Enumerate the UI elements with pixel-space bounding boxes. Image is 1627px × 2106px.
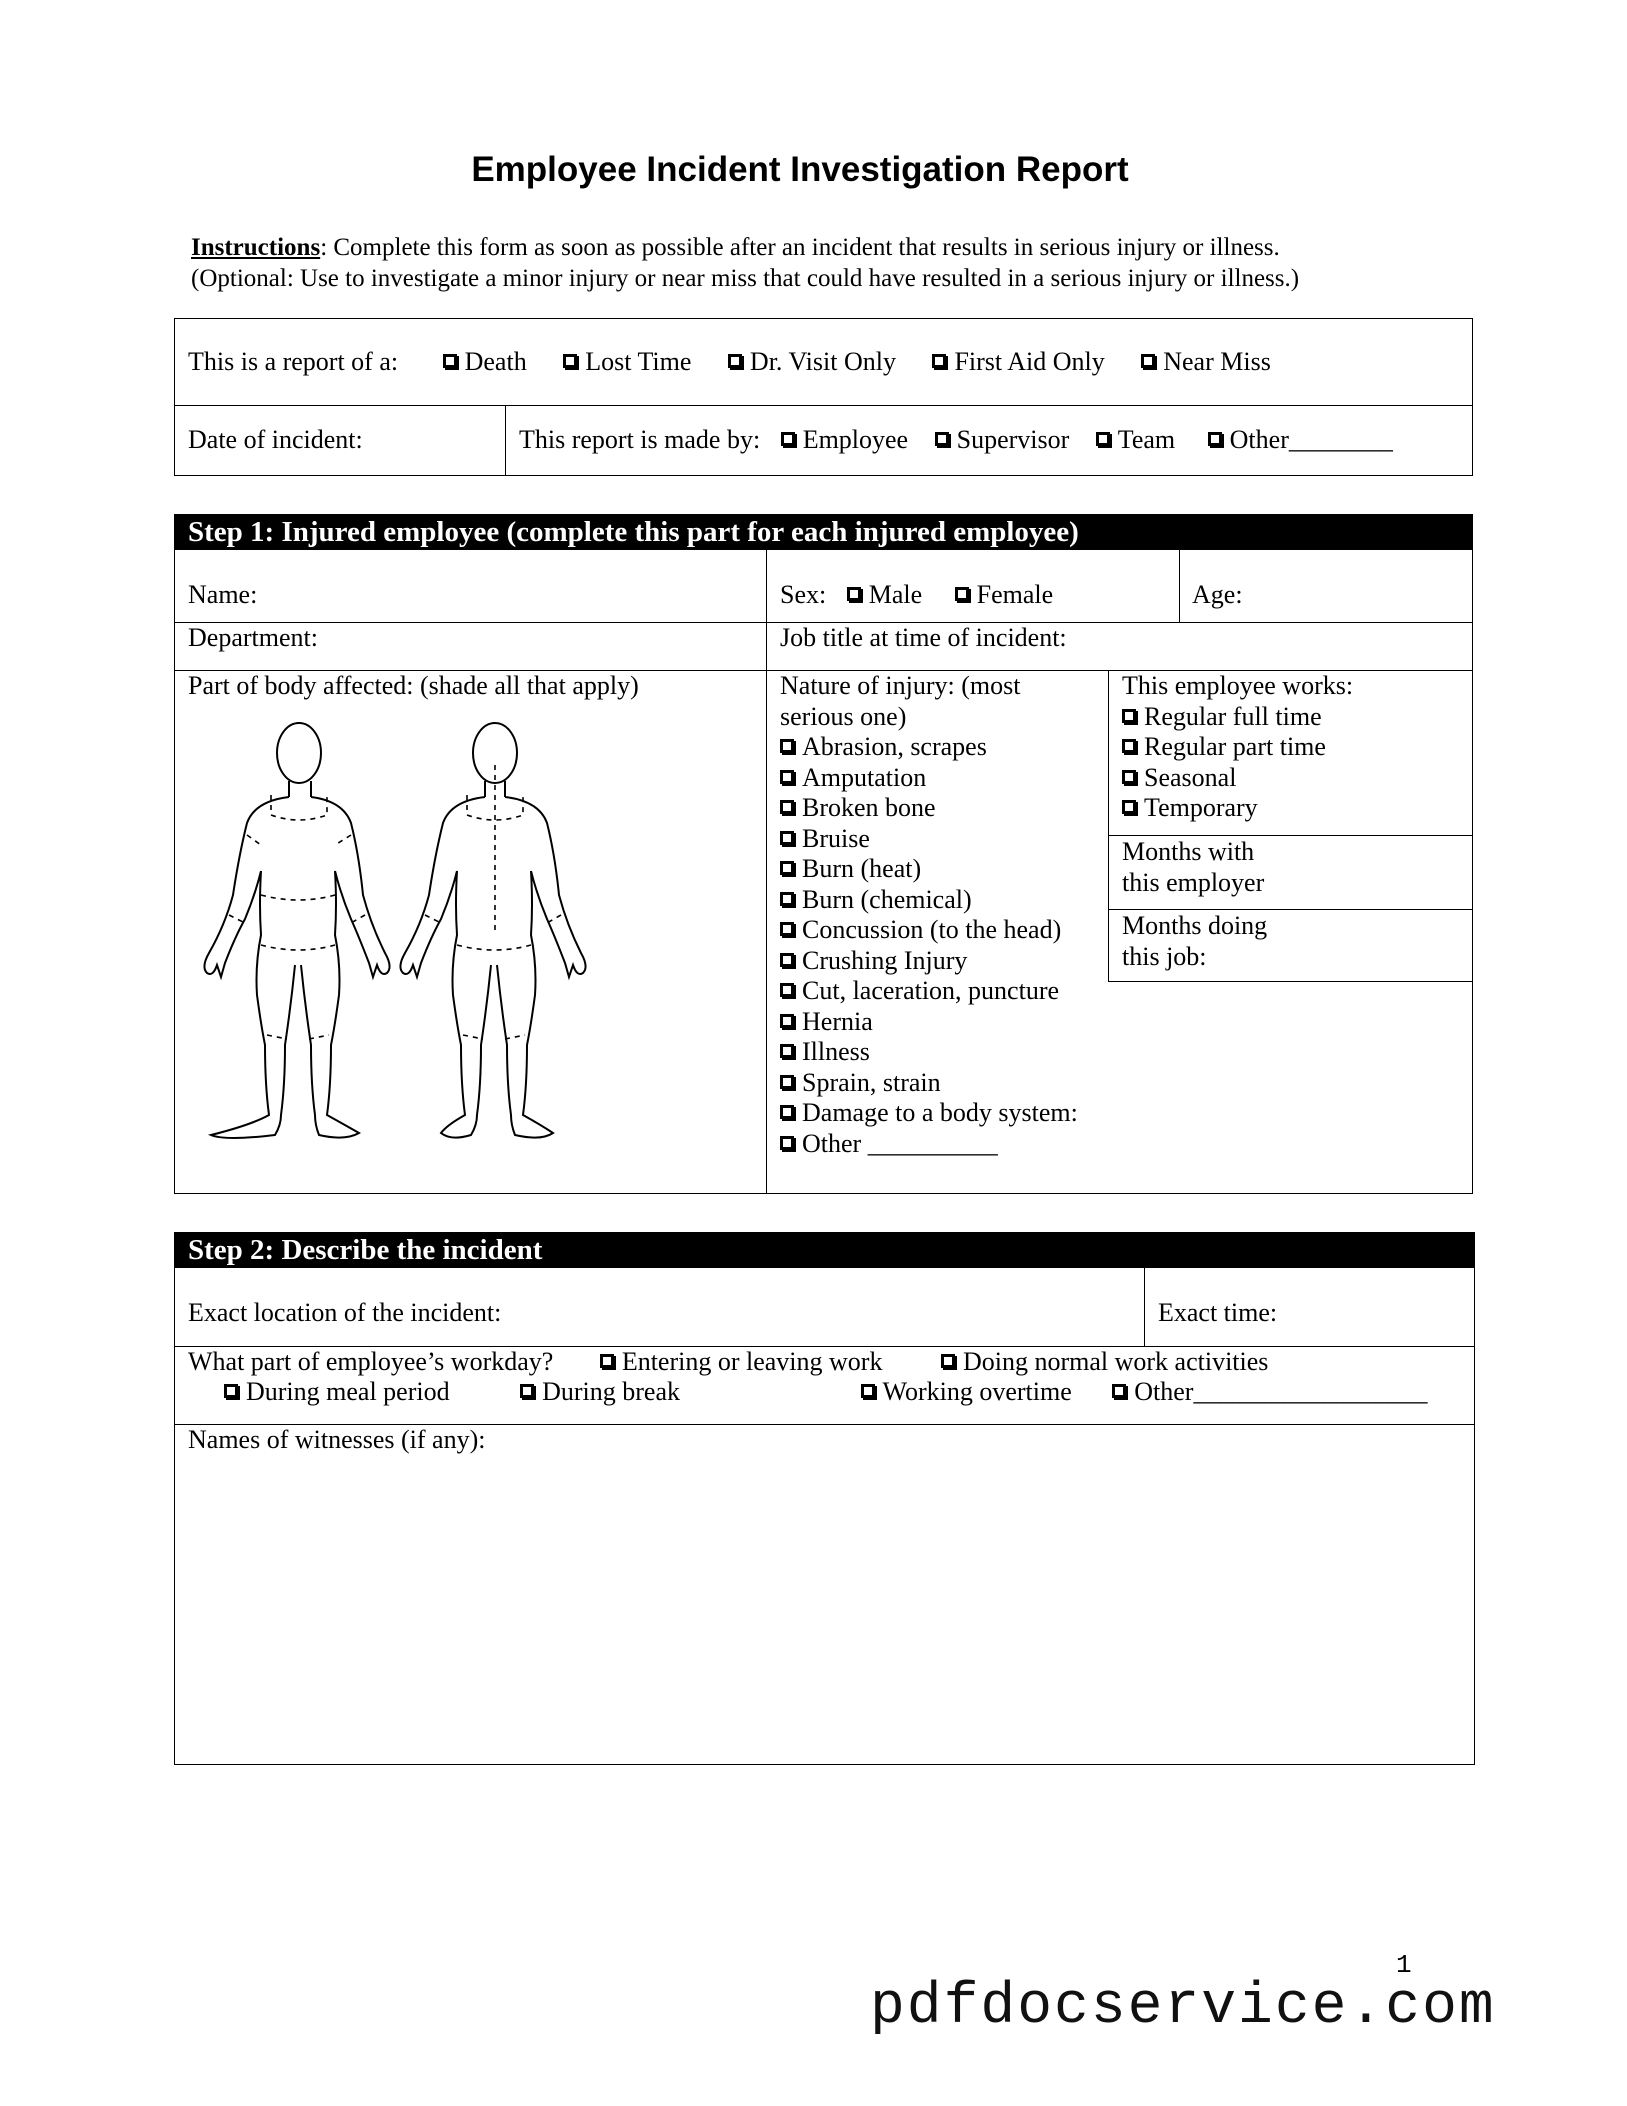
divider bbox=[1108, 670, 1109, 981]
witnesses-label: Names of witnesses (if any): bbox=[188, 1425, 486, 1454]
report-type-row bbox=[188, 347, 1301, 377]
report-type-dr-visit[interactable]: Dr. Visit Only bbox=[728, 347, 896, 376]
witnesses-input-area[interactable] bbox=[176, 1460, 1473, 1762]
report-type-near-miss[interactable]: Near Miss bbox=[1141, 347, 1271, 376]
checkbox[interactable] bbox=[1122, 770, 1136, 784]
checkbox[interactable] bbox=[935, 432, 949, 446]
checkbox[interactable] bbox=[781, 432, 795, 446]
checkbox[interactable] bbox=[1141, 354, 1155, 368]
exact-time-label: Exact time: bbox=[1158, 1298, 1278, 1327]
checkbox[interactable] bbox=[780, 983, 794, 997]
checkbox[interactable] bbox=[1208, 432, 1222, 446]
made-by-supervisor[interactable]: Supervisor bbox=[935, 425, 1070, 454]
made-by-row bbox=[519, 425, 1393, 455]
injury-option[interactable]: Broken bone bbox=[780, 793, 1078, 824]
checkbox[interactable] bbox=[780, 770, 794, 784]
sex-male[interactable]: Male bbox=[847, 580, 922, 609]
body-part-label: Part of body affected: (shade all that apply) bbox=[188, 671, 639, 700]
made-by-label: This report is made by: bbox=[519, 425, 761, 454]
nature-label-2: serious one) bbox=[780, 701, 907, 731]
checkbox[interactable] bbox=[443, 354, 457, 368]
checkbox[interactable] bbox=[1122, 709, 1136, 723]
checkbox[interactable] bbox=[780, 892, 794, 906]
checkbox[interactable] bbox=[780, 953, 794, 967]
checkbox[interactable] bbox=[780, 922, 794, 936]
injury-option[interactable]: Cut, laceration, puncture bbox=[780, 976, 1078, 1007]
page-title: Employee Incident Investigation Report bbox=[471, 150, 1129, 189]
instructions-line-2: (Optional: Use to investigate a minor injury or near miss that could have resulted in a serious injury or illness.) bbox=[191, 265, 1300, 292]
checkbox[interactable] bbox=[1112, 1384, 1126, 1398]
back-body-figure[interactable] bbox=[400, 723, 585, 1138]
checkbox[interactable] bbox=[520, 1384, 534, 1398]
divider bbox=[766, 549, 767, 1194]
injury-option[interactable]: Abrasion, scrapes bbox=[780, 732, 1078, 763]
divider bbox=[1108, 981, 1473, 982]
workday-label: What part of employee’s workday? bbox=[188, 1347, 554, 1376]
injury-option[interactable]: Burn (chemical) bbox=[780, 885, 1078, 916]
injury-option[interactable]: Hernia bbox=[780, 1007, 1078, 1038]
checkbox[interactable] bbox=[1096, 432, 1110, 446]
injury-option[interactable]: Illness bbox=[780, 1037, 1078, 1068]
injury-option[interactable]: Amputation bbox=[780, 763, 1078, 794]
date-of-incident-label: Date of incident: bbox=[188, 425, 363, 454]
nature-of-injury-list bbox=[780, 671, 1078, 1159]
checkbox[interactable] bbox=[563, 354, 577, 368]
exact-location-label: Exact location of the incident: bbox=[188, 1298, 502, 1327]
body-diagram[interactable] bbox=[195, 705, 605, 1145]
injury-option[interactable]: Burn (heat) bbox=[780, 854, 1078, 885]
sex-label: Sex: bbox=[780, 580, 827, 609]
sex-female[interactable]: Female bbox=[955, 580, 1054, 609]
checkbox[interactable] bbox=[780, 831, 794, 845]
works-option[interactable]: Regular part time bbox=[1122, 732, 1353, 763]
age-label: Age: bbox=[1192, 580, 1243, 609]
sex-row bbox=[780, 580, 1053, 610]
months-employer-line-1: Months with bbox=[1122, 837, 1255, 866]
step1-header: Step 1: Injured employee (complete this part for each injured employee) bbox=[174, 514, 1473, 550]
divider bbox=[1179, 549, 1180, 622]
works-option[interactable]: Regular full time bbox=[1122, 702, 1353, 733]
page-number: 1 bbox=[1396, 1950, 1412, 1980]
name-label: Name: bbox=[188, 580, 258, 609]
workday-break[interactable]: During break bbox=[520, 1377, 680, 1406]
injury-option[interactable]: Other __________ bbox=[780, 1129, 1078, 1160]
step2-header: Step 2: Describe the incident bbox=[174, 1232, 1475, 1268]
months-job-line-1: Months doing bbox=[1122, 911, 1268, 940]
injury-option[interactable]: Damage to a body system: bbox=[780, 1098, 1078, 1129]
checkbox[interactable] bbox=[780, 861, 794, 875]
checkbox[interactable] bbox=[861, 1384, 875, 1398]
front-body-figure[interactable] bbox=[204, 723, 389, 1138]
checkbox[interactable] bbox=[941, 1354, 955, 1368]
checkbox[interactable] bbox=[728, 354, 742, 368]
job-title-label: Job title at time of incident: bbox=[780, 623, 1067, 652]
divider bbox=[505, 405, 506, 476]
checkbox[interactable] bbox=[780, 1014, 794, 1028]
months-with-employer bbox=[1122, 837, 1264, 898]
checkbox[interactable] bbox=[600, 1354, 614, 1368]
report-type-death[interactable]: Death bbox=[443, 347, 527, 376]
divider bbox=[1108, 835, 1473, 836]
checkbox[interactable] bbox=[224, 1384, 238, 1398]
months-doing-job bbox=[1122, 911, 1267, 972]
checkbox[interactable] bbox=[932, 354, 946, 368]
months-job-line-2: this job: bbox=[1122, 941, 1207, 971]
report-type-first-aid[interactable]: First Aid Only bbox=[932, 347, 1104, 376]
instructions-line-1: : Complete this form as soon as possible after an incident that results in serious injury or illness. bbox=[320, 234, 1280, 261]
checkbox[interactable] bbox=[955, 587, 969, 601]
checkbox[interactable] bbox=[780, 1044, 794, 1058]
made-by-employee[interactable]: Employee bbox=[781, 425, 908, 454]
made-by-other[interactable]: Other________ bbox=[1208, 425, 1393, 454]
workday-meal-period[interactable]: During meal period bbox=[224, 1377, 450, 1406]
made-by-team[interactable]: Team bbox=[1096, 425, 1175, 454]
checkbox[interactable] bbox=[780, 739, 794, 753]
workday-entering-leaving[interactable]: Entering or leaving work bbox=[600, 1347, 883, 1376]
workday-normal-activities[interactable]: Doing normal work activities bbox=[941, 1347, 1268, 1376]
department-label: Department: bbox=[188, 623, 318, 652]
works-option[interactable]: Temporary bbox=[1122, 793, 1353, 824]
checkbox[interactable] bbox=[780, 1136, 794, 1150]
divider bbox=[1108, 909, 1473, 910]
checkbox[interactable] bbox=[847, 587, 861, 601]
nature-label-1: Nature of injury: (most bbox=[780, 671, 1021, 700]
divider bbox=[174, 405, 1473, 406]
checkbox[interactable] bbox=[780, 800, 794, 814]
report-type-lost-time[interactable]: Lost Time bbox=[563, 347, 691, 376]
injury-option[interactable]: Bruise bbox=[780, 824, 1078, 855]
workday-overtime[interactable]: Working overtime bbox=[861, 1377, 1072, 1406]
watermark-text: pdfdocservice.com bbox=[870, 1975, 1496, 2040]
injury-option[interactable]: Sprain, strain bbox=[780, 1068, 1078, 1099]
works-label: This employee works: bbox=[1122, 671, 1354, 700]
workday-row-2 bbox=[224, 1377, 1427, 1407]
instructions bbox=[191, 232, 1299, 294]
months-employer-line-2: this employer bbox=[1122, 867, 1265, 897]
workday-other[interactable]: Other__________________ bbox=[1112, 1377, 1427, 1406]
checkbox[interactable] bbox=[780, 1075, 794, 1089]
injury-option[interactable]: Crushing Injury bbox=[780, 946, 1078, 977]
workday-row-1 bbox=[188, 1347, 1268, 1377]
employment-type-list bbox=[1122, 671, 1353, 824]
works-option[interactable]: Seasonal bbox=[1122, 763, 1353, 794]
checkbox[interactable] bbox=[780, 1105, 794, 1119]
instructions-label: Instructions bbox=[191, 234, 321, 261]
injury-option[interactable]: Concussion (to the head) bbox=[780, 915, 1078, 946]
report-type-label: This is a report of a: bbox=[188, 347, 399, 376]
checkbox[interactable] bbox=[1122, 739, 1136, 753]
divider bbox=[1144, 1267, 1145, 1346]
checkbox[interactable] bbox=[1122, 800, 1136, 814]
